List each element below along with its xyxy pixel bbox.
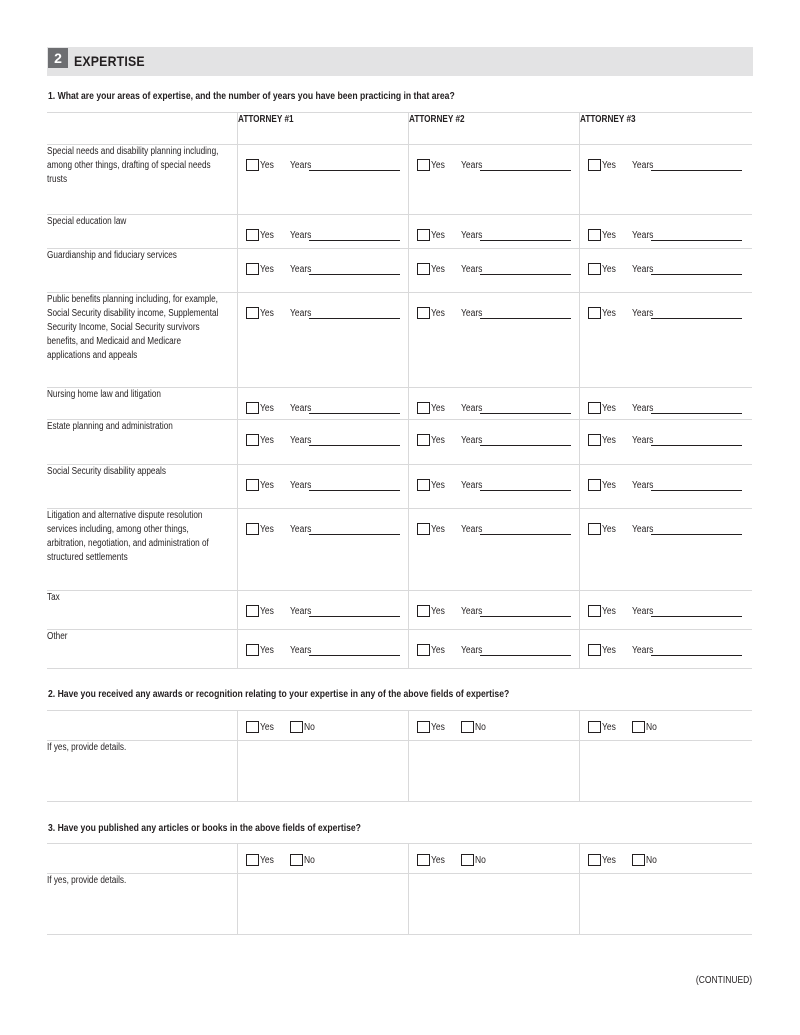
no-checkbox[interactable] bbox=[461, 721, 474, 733]
attorney-3-details-field[interactable] bbox=[579, 741, 752, 802]
attorney-2-answer bbox=[409, 509, 579, 535]
years-label: Years bbox=[289, 524, 312, 535]
attorney-1-answer bbox=[238, 591, 408, 617]
expertise-row bbox=[47, 249, 752, 293]
yes-checkbox[interactable] bbox=[588, 644, 601, 656]
yes-checkbox[interactable] bbox=[588, 229, 601, 241]
yes-checkbox[interactable] bbox=[417, 263, 430, 275]
attorney-3-answer bbox=[580, 630, 753, 656]
years-label: Years bbox=[289, 264, 312, 275]
yes-checkbox[interactable] bbox=[588, 479, 601, 491]
yes-checkbox[interactable] bbox=[246, 644, 259, 656]
attorney-2-heading: ATTORNEY #2 bbox=[408, 114, 465, 125]
publications-table bbox=[47, 843, 752, 935]
attorney-2-answer bbox=[409, 591, 579, 617]
attorney-3-answer bbox=[580, 293, 753, 319]
yes-checkbox[interactable] bbox=[417, 402, 430, 414]
years-input[interactable] bbox=[309, 655, 400, 656]
years-input[interactable] bbox=[480, 616, 571, 617]
years-label: Years bbox=[460, 160, 483, 171]
years-label: Years bbox=[631, 606, 654, 617]
yes-label: Yes bbox=[601, 230, 616, 241]
yes-label: Yes bbox=[430, 606, 445, 617]
years-label: Years bbox=[289, 230, 312, 241]
yes-checkbox[interactable] bbox=[417, 229, 430, 241]
years-input[interactable] bbox=[480, 413, 571, 414]
no-label: No bbox=[303, 855, 315, 866]
yes-checkbox[interactable] bbox=[588, 159, 601, 171]
section-number: 2 bbox=[48, 48, 68, 68]
years-label: Years bbox=[631, 308, 654, 319]
attorney-1-answer bbox=[238, 249, 408, 275]
yes-label: Yes bbox=[601, 645, 616, 656]
attorney-1-answer bbox=[238, 420, 408, 446]
expertise-area-label: Litigation and alternative dispute resolution services including, among other things, arbitration, negotiation, and administration of structured settlements bbox=[47, 510, 209, 563]
expertise-row bbox=[47, 145, 752, 215]
years-input[interactable] bbox=[651, 445, 742, 446]
attorney-2-answer bbox=[409, 215, 579, 241]
no-checkbox[interactable] bbox=[461, 854, 474, 866]
yes-label: Yes bbox=[259, 606, 274, 617]
years-label: Years bbox=[289, 645, 312, 656]
years-input[interactable] bbox=[309, 445, 400, 446]
attorney-1-yes-no bbox=[238, 844, 408, 866]
attorney-3-answer bbox=[580, 509, 753, 535]
yes-label: Yes bbox=[601, 722, 616, 733]
years-label: Years bbox=[289, 480, 312, 491]
years-input[interactable] bbox=[651, 490, 742, 491]
years-input[interactable] bbox=[309, 318, 400, 319]
yes-label: Yes bbox=[259, 722, 274, 733]
yes-label: Yes bbox=[601, 308, 616, 319]
question-2: 2. Have you received any awards or recognition relating to your expertise in any of the above fields of expertise? bbox=[48, 688, 510, 700]
expertise-row bbox=[47, 215, 752, 249]
yes-checkbox[interactable] bbox=[246, 229, 259, 241]
years-label: Years bbox=[289, 403, 312, 414]
years-label: Years bbox=[460, 645, 483, 656]
years-input[interactable] bbox=[480, 655, 571, 656]
attorney-2-yes-no bbox=[409, 844, 579, 866]
header-empty-cell bbox=[47, 113, 237, 145]
yes-checkbox[interactable] bbox=[588, 263, 601, 275]
attorney-1-details-field[interactable] bbox=[237, 741, 408, 802]
attorney-2-answer bbox=[409, 388, 579, 414]
yes-label: Yes bbox=[259, 480, 274, 491]
no-label: No bbox=[645, 855, 657, 866]
attorney-3-answer bbox=[580, 145, 753, 171]
yes-checkbox[interactable] bbox=[588, 402, 601, 414]
yes-checkbox[interactable] bbox=[417, 854, 430, 866]
no-label: No bbox=[645, 722, 657, 733]
years-label: Years bbox=[631, 160, 654, 171]
years-input[interactable] bbox=[651, 318, 742, 319]
no-checkbox[interactable] bbox=[290, 854, 303, 866]
attorney-3-yes-no bbox=[580, 844, 753, 866]
years-input[interactable] bbox=[309, 240, 400, 241]
attorney-2-details-field[interactable] bbox=[408, 874, 579, 935]
attorney-1-answer bbox=[238, 293, 408, 319]
attorney-2-answer bbox=[409, 293, 579, 319]
yes-label: Yes bbox=[259, 264, 274, 275]
expertise-area-label: Special education law bbox=[47, 216, 127, 227]
years-label: Years bbox=[460, 480, 483, 491]
yes-checkbox[interactable] bbox=[417, 159, 430, 171]
years-input[interactable] bbox=[480, 490, 571, 491]
years-input[interactable] bbox=[309, 274, 400, 275]
yes-no-row bbox=[47, 711, 752, 741]
yes-label: Yes bbox=[430, 524, 445, 535]
yes-label: Yes bbox=[601, 160, 616, 171]
yes-label: Yes bbox=[430, 435, 445, 446]
question-3: 3. Have you published any articles or books in the above fields of expertise? bbox=[48, 822, 361, 834]
yes-checkbox[interactable] bbox=[246, 402, 259, 414]
years-input[interactable] bbox=[651, 616, 742, 617]
details-row bbox=[47, 741, 752, 802]
years-input[interactable] bbox=[651, 170, 742, 171]
expertise-row bbox=[47, 509, 752, 591]
attorney-2-answer bbox=[409, 145, 579, 171]
years-label: Years bbox=[631, 645, 654, 656]
attorney-1-details-field[interactable] bbox=[237, 874, 408, 935]
yes-label: Yes bbox=[430, 403, 445, 414]
yes-checkbox[interactable] bbox=[588, 523, 601, 535]
attorney-2-answer bbox=[409, 465, 579, 491]
years-label: Years bbox=[460, 606, 483, 617]
question-1: 1. What are your areas of expertise, and the number of years you have been practicing in that area? bbox=[48, 90, 455, 102]
attorney-1-answer bbox=[238, 388, 408, 414]
yes-checkbox[interactable] bbox=[588, 434, 601, 446]
expertise-row bbox=[47, 420, 752, 465]
years-input[interactable] bbox=[309, 616, 400, 617]
years-input[interactable] bbox=[309, 490, 400, 491]
attorney-3-yes-no bbox=[580, 711, 753, 733]
attorney-3-answer bbox=[580, 249, 753, 275]
yes-label: Yes bbox=[259, 524, 274, 535]
yes-checkbox[interactable] bbox=[588, 307, 601, 319]
attorney-1-heading: ATTORNEY #1 bbox=[237, 114, 294, 125]
yes-label: Yes bbox=[601, 480, 616, 491]
attorney-3-answer bbox=[580, 591, 753, 617]
years-input[interactable] bbox=[480, 445, 571, 446]
years-label: Years bbox=[631, 480, 654, 491]
yes-label: Yes bbox=[259, 308, 274, 319]
years-input[interactable] bbox=[480, 240, 571, 241]
years-input[interactable] bbox=[480, 534, 571, 535]
attorney-header-row bbox=[47, 113, 752, 145]
years-input[interactable] bbox=[480, 274, 571, 275]
yes-label: Yes bbox=[601, 524, 616, 535]
attorney-2-yes-no bbox=[409, 711, 579, 733]
yes-checkbox[interactable] bbox=[246, 159, 259, 171]
yes-label: Yes bbox=[430, 308, 445, 319]
expertise-area-label: Tax bbox=[47, 592, 60, 603]
attorney-1-answer bbox=[238, 215, 408, 241]
yes-checkbox[interactable] bbox=[588, 721, 601, 733]
years-label: Years bbox=[460, 403, 483, 414]
years-input[interactable] bbox=[651, 655, 742, 656]
years-label: Years bbox=[631, 403, 654, 414]
yes-checkbox[interactable] bbox=[246, 434, 259, 446]
yes-label: Yes bbox=[430, 160, 445, 171]
years-label: Years bbox=[631, 435, 654, 446]
yes-checkbox[interactable] bbox=[588, 854, 601, 866]
attorney-3-details-field[interactable] bbox=[579, 874, 752, 935]
years-label: Years bbox=[631, 264, 654, 275]
years-label: Years bbox=[460, 230, 483, 241]
yes-checkbox[interactable] bbox=[417, 434, 430, 446]
yes-checkbox[interactable] bbox=[417, 479, 430, 491]
yes-label: Yes bbox=[430, 480, 445, 491]
attorney-3-answer bbox=[580, 388, 753, 414]
no-checkbox[interactable] bbox=[632, 721, 645, 733]
years-input[interactable] bbox=[309, 413, 400, 414]
expertise-area-label: Social Security disability appeals bbox=[47, 466, 166, 477]
yes-no-row bbox=[47, 844, 752, 874]
yes-label: Yes bbox=[601, 403, 616, 414]
years-label: Years bbox=[460, 524, 483, 535]
yes-checkbox[interactable] bbox=[417, 523, 430, 535]
years-label: Years bbox=[289, 606, 312, 617]
attorney-3-answer bbox=[580, 215, 753, 241]
yes-checkbox[interactable] bbox=[246, 854, 259, 866]
yes-checkbox[interactable] bbox=[246, 307, 259, 319]
years-label: Years bbox=[460, 264, 483, 275]
no-label: No bbox=[303, 722, 315, 733]
attorney-2-answer bbox=[409, 630, 579, 656]
awards-table bbox=[47, 710, 752, 802]
years-input[interactable] bbox=[309, 170, 400, 171]
no-label: No bbox=[474, 722, 486, 733]
yes-checkbox[interactable] bbox=[246, 263, 259, 275]
attorney-1-answer bbox=[238, 630, 408, 656]
yes-label: Yes bbox=[430, 230, 445, 241]
years-label: Years bbox=[460, 435, 483, 446]
yes-checkbox[interactable] bbox=[246, 721, 259, 733]
attorney-3-answer bbox=[580, 420, 753, 446]
years-input[interactable] bbox=[651, 240, 742, 241]
yes-checkbox[interactable] bbox=[417, 644, 430, 656]
attorney-2-details-field[interactable] bbox=[408, 741, 579, 802]
attorney-3-answer bbox=[580, 465, 753, 491]
yes-label: Yes bbox=[259, 160, 274, 171]
yes-label: Yes bbox=[601, 435, 616, 446]
years-label: Years bbox=[460, 308, 483, 319]
attorney-1-yes-no bbox=[238, 711, 408, 733]
expertise-row bbox=[47, 591, 752, 630]
yes-label: Yes bbox=[430, 264, 445, 275]
details-label: If yes, provide details. bbox=[47, 742, 127, 753]
section-header bbox=[47, 47, 753, 76]
expertise-area-label: Nursing home law and litigation bbox=[47, 389, 161, 400]
yes-checkbox[interactable] bbox=[588, 605, 601, 617]
yes-label: Yes bbox=[259, 645, 274, 656]
yes-label: Yes bbox=[430, 855, 445, 866]
years-input[interactable] bbox=[651, 534, 742, 535]
expertise-row bbox=[47, 630, 752, 669]
attorney-1-answer bbox=[238, 145, 408, 171]
yes-label: Yes bbox=[430, 722, 445, 733]
attorney-2-answer bbox=[409, 249, 579, 275]
yes-checkbox[interactable] bbox=[417, 721, 430, 733]
yes-label: Yes bbox=[259, 855, 274, 866]
no-checkbox[interactable] bbox=[632, 854, 645, 866]
continued-note: (CONTINUED) bbox=[695, 975, 752, 986]
yes-label: Yes bbox=[601, 606, 616, 617]
expertise-row bbox=[47, 465, 752, 509]
years-label: Years bbox=[289, 435, 312, 446]
expertise-area-label: Guardianship and fiduciary services bbox=[47, 250, 177, 261]
no-checkbox[interactable] bbox=[290, 721, 303, 733]
expertise-row bbox=[47, 388, 752, 420]
attorney-1-answer bbox=[238, 465, 408, 491]
section-title: EXPERTISE bbox=[74, 53, 145, 69]
expertise-row bbox=[47, 293, 752, 388]
years-label: Years bbox=[631, 524, 654, 535]
years-input[interactable] bbox=[651, 274, 742, 275]
expertise-table bbox=[47, 112, 752, 669]
years-label: Years bbox=[289, 308, 312, 319]
details-label: If yes, provide details. bbox=[47, 875, 127, 886]
yes-label: Yes bbox=[259, 230, 274, 241]
yes-checkbox[interactable] bbox=[246, 479, 259, 491]
expertise-area-label: Estate planning and administration bbox=[47, 421, 173, 432]
yes-checkbox[interactable] bbox=[246, 523, 259, 535]
attorney-3-heading: ATTORNEY #3 bbox=[579, 114, 636, 125]
yes-checkbox[interactable] bbox=[417, 605, 430, 617]
yes-label: Yes bbox=[430, 645, 445, 656]
yes-label: Yes bbox=[259, 403, 274, 414]
years-input[interactable] bbox=[480, 318, 571, 319]
details-row bbox=[47, 874, 752, 935]
yes-label: Yes bbox=[259, 435, 274, 446]
yes-checkbox[interactable] bbox=[417, 307, 430, 319]
no-label: No bbox=[474, 855, 486, 866]
expertise-area-label: Other bbox=[47, 631, 68, 642]
yes-label: Yes bbox=[601, 264, 616, 275]
attorney-2-answer bbox=[409, 420, 579, 446]
expertise-area-label: Public benefits planning including, for example, Social Security disability income, Supplemental Security Income, Social Security survivors benefits, and Medicaid and Medicare applications and appeals bbox=[47, 294, 219, 361]
years-input[interactable] bbox=[309, 534, 400, 535]
years-input[interactable] bbox=[480, 170, 571, 171]
expertise-area-label: Special needs and disability planning including, among other things, drafting of special needs trusts bbox=[47, 146, 219, 185]
years-label: Years bbox=[289, 160, 312, 171]
attorney-1-answer bbox=[238, 509, 408, 535]
years-label: Years bbox=[631, 230, 654, 241]
yes-label: Yes bbox=[601, 855, 616, 866]
yes-checkbox[interactable] bbox=[246, 605, 259, 617]
years-input[interactable] bbox=[651, 413, 742, 414]
